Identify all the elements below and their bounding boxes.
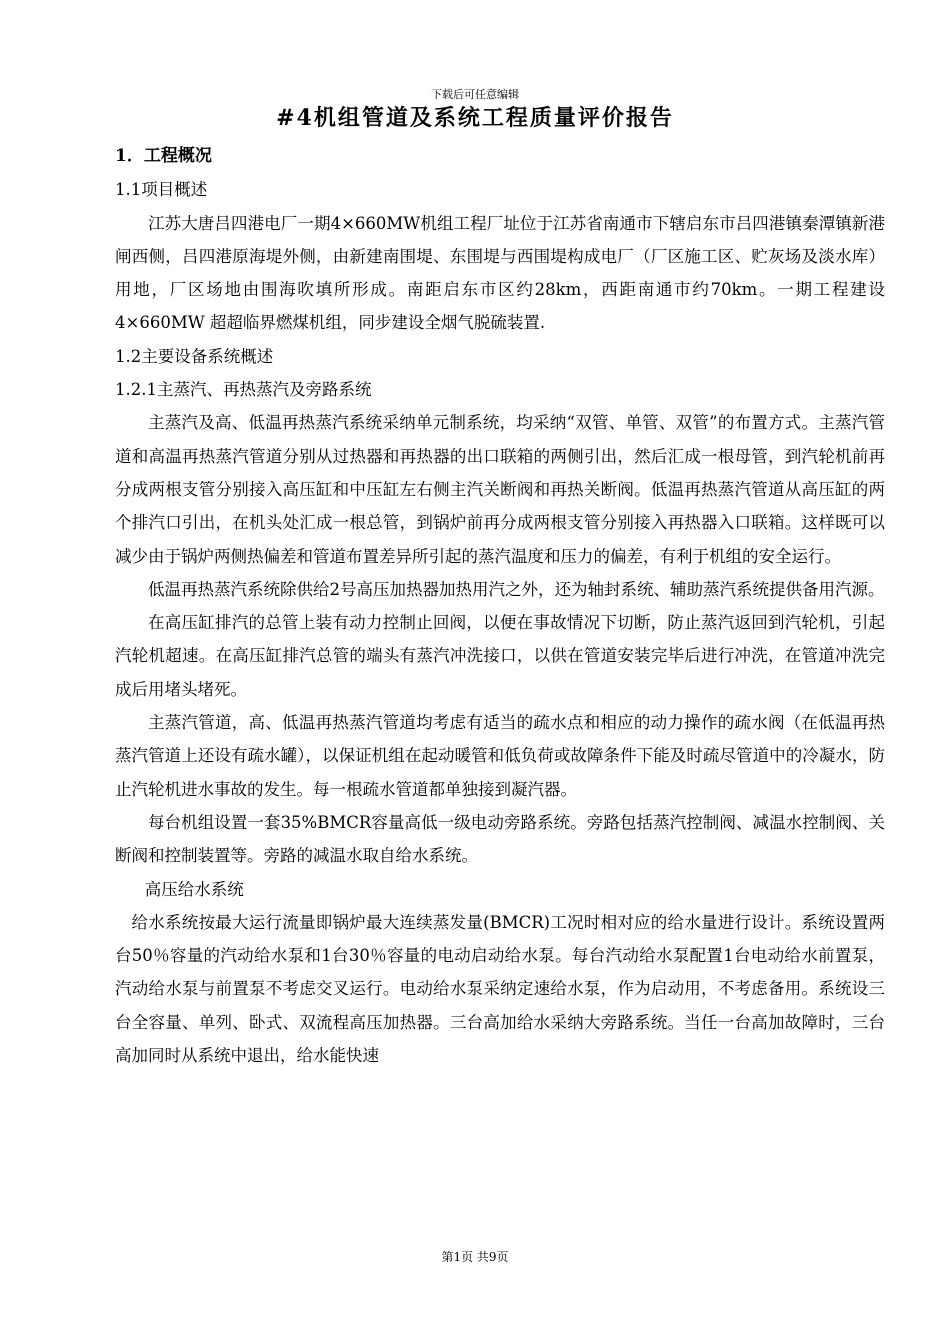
page-footer: 第1页 共9页 bbox=[441, 1250, 509, 1264]
paragraph: 主蒸汽及高、低温再热蒸汽系统采纳单元制系统，均采纳“双管、单管、双管”的布置方式。主蒸汽管道和高温再热蒸汽管道分别从过热器和再热器的出口联箱的两侧引出，然后汇成一根母管，到汽轮机前再分成两根支管分别接入高压缸和中压缸左右侧主汽关断阀和再热关断阀。低温再热蒸汽管道从高压缸的两个排汽口引出，在机头处汇成一根总管，到锅炉前再分成两根支管分别接入再热器入口联箱。这样既可以减少由于锅炉两侧热偏差和管道布置差异所引起的蒸汽温度和压力的偏差，有利于机组的安全运行。 bbox=[115, 413, 885, 566]
document-title: #4机组管道及系统工程质量评价报告 bbox=[276, 105, 674, 131]
paragraph: 在高压缸排汽的总管上装有动力控制止回阀，以便在事故情况下切断，防止蒸汽返回到汽轮机，引起汽轮机超速。在高压缸排汽总管的端头有蒸汽冲洗接口，以供在管道安装完毕后进行冲洗，在管道冲洗完成后用堵头堵死。 bbox=[115, 613, 885, 699]
subsection-heading: 1.2.1主蒸汽、再热蒸汽及旁路系统 bbox=[115, 380, 372, 400]
paragraph: 低温再热蒸汽系统除供给2号高压加热器加热用汽之外，还为轴封系统、辅助蒸汽系统提供备用汽源。 bbox=[148, 579, 885, 599]
paragraph: 每台机组设置一套35%BMCR容量高低一级电动旁路系统。旁路包括蒸汽控制阀、减温水控制阀、关断阀和控制装置等。旁路的减温水取自给水系统。 bbox=[115, 812, 885, 866]
subsection-heading: 1.2主要设备系统概述 bbox=[115, 346, 274, 366]
header-note: 下载后可任意编辑 bbox=[431, 88, 519, 101]
paragraph: 给水系统按最大运行流量即锅炉最大连续蒸发量(BMCR)工况时相对应的给水量进行设计。系统设置两台50％容量的汽动给水泵和1台30％容量的电动启动给水泵。每台汽动给水泵配置1台电动给水前置泵，汽动给水泵与前置泵不考虑交叉运行。电动给水泵采纳定速给水泵，作为启动用，不考虑备用。系统设三台全容量、单列、卧式、双流程高压加热器。三台高加给水采纳大旁路系统。当任一台高加故障时，三台高加同时从系统中退出，给水能快速 bbox=[115, 912, 885, 1066]
paragraph: 主蒸汽管道，高、低温再热蒸汽管道均考虑有适当的疏水点和相应的动力操作的疏水阀（在低温再热蒸汽管道上还设有疏水罐），以保证机组在起动暖管和低负荷或故障条件下能及时疏尽管道中的冷凝水，防止汽轮机进水事故的发生。每一根疏水管道都单独接到凝汽器。 bbox=[115, 713, 885, 799]
document-body bbox=[115, 140, 885, 1072]
section-heading: 1．工程概况 bbox=[115, 146, 212, 166]
subsection-heading: 高压给水系统 bbox=[144, 879, 244, 899]
subsection-heading: 1.1项目概述 bbox=[115, 180, 208, 200]
paragraph: 江苏大唐吕四港电厂一期4×660MW机组工程厂址位于江苏省南通市下辖启东市吕四港镇秦潭镇新港闸西侧，吕四港原海堤外侧，由新建南围堤、东围堤与西围堤构成电厂（厂区施工区、贮灰场及淡水库）用地，厂区场地由围海吹填所形成。南距启东市区约28km，西距南通市约70km。一期工程建设4×660MW 超超临界燃煤机组，同步建设全烟气脱硫装置. bbox=[115, 213, 885, 333]
